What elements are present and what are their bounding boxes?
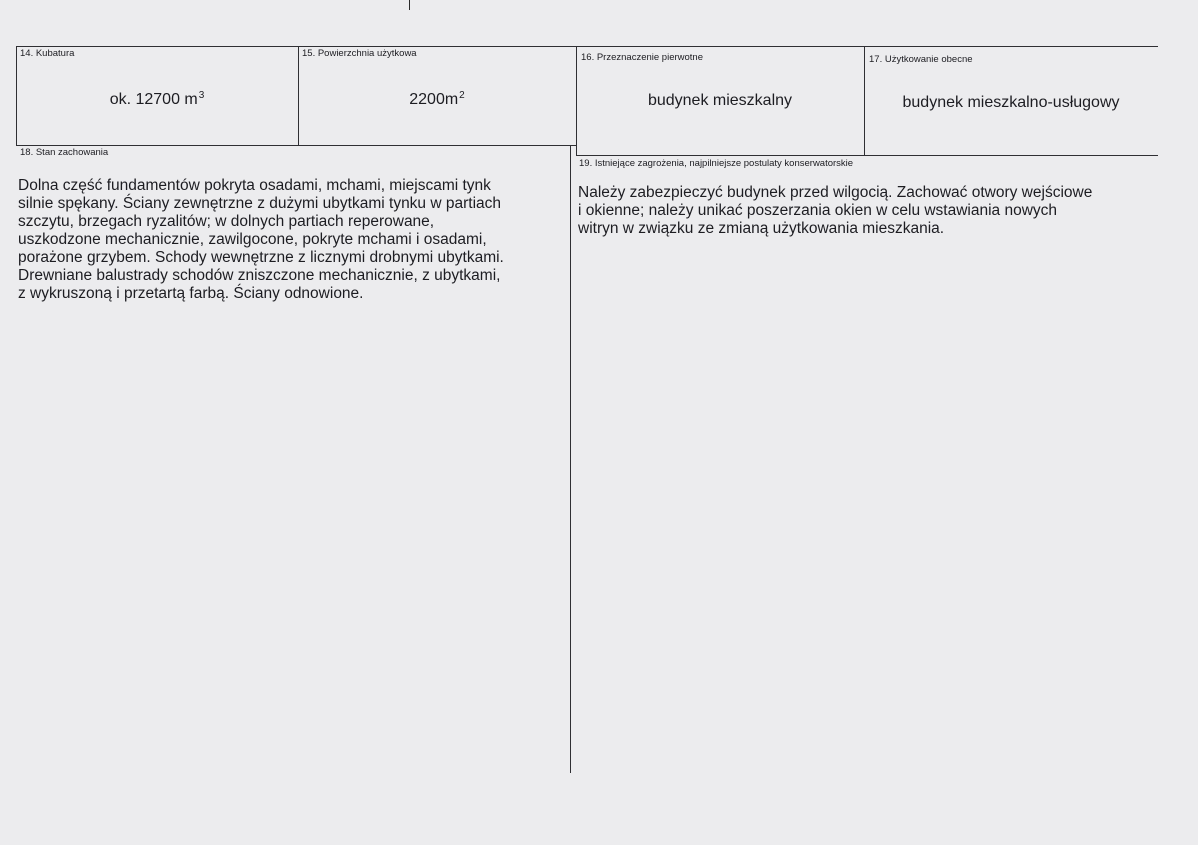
- powierzchnia-exponent: 2: [459, 90, 465, 101]
- divider-18-19: [570, 145, 571, 773]
- powierzchnia-number: 2200m: [409, 91, 459, 108]
- kubatura-value: [16, 91, 298, 109]
- kubatura-number: ok. 12700 m: [109, 91, 198, 108]
- top-border: [16, 46, 1158, 47]
- przeznaczenie-label: 16. Przeznaczenie pierwotne: [581, 52, 703, 63]
- paper-edge-mark: [409, 0, 410, 10]
- powierzchnia-label: 15. Powierzchnia użytkowa: [302, 48, 417, 59]
- przeznaczenie-value: budynek mieszkalny: [647, 92, 793, 109]
- uzytkowanie-label: 17. Użytkowanie obecne: [869, 54, 973, 65]
- uzytkowanie-value: budynek mieszkalno-usługowy: [902, 94, 1120, 111]
- stan-text: Dolna część fundamentów pokryta osadami, mchami, miejscami tynk silnie spękany. Ściany zewnętrzne z dużymi ubytkami tynku w partiach szczytu, brzegach ryzalitów; w dolnych partiach reperowane, uszkodzone mechanicznie, zawilgocone, pokryte mchami i osadami, porażone grzybem. Schody wewnętrzne z licznymi drobnymi ubytkami. Drewniane balustrady schodów zniszczone mechanicznie, z ubytkami, z wykruszoną i przetartą farbą. Ściany odnowione.: [18, 177, 504, 302]
- zagrozenia-label: 19. Istniejące zagrożenia, najpilniejsze postulaty konserwatorskie: [579, 158, 854, 169]
- row-divider-left: [16, 145, 576, 146]
- kubatura-exponent: 3: [198, 90, 205, 101]
- stan-label: 18. Stan zachowania: [20, 147, 109, 158]
- kubatura-label: 14. Kubatura: [20, 48, 75, 59]
- row-divider-right: [576, 155, 1158, 156]
- powierzchnia-value: [298, 91, 576, 109]
- zagrozenia-text: Należy zabezpieczyć budynek przed wilgocią. Zachować otwory wejściowe i okienne; należy unikać poszerzania okien w celu wstawiania nowych witryn w związku ze zmianą użytkowania mieszkania.: [578, 184, 1093, 237]
